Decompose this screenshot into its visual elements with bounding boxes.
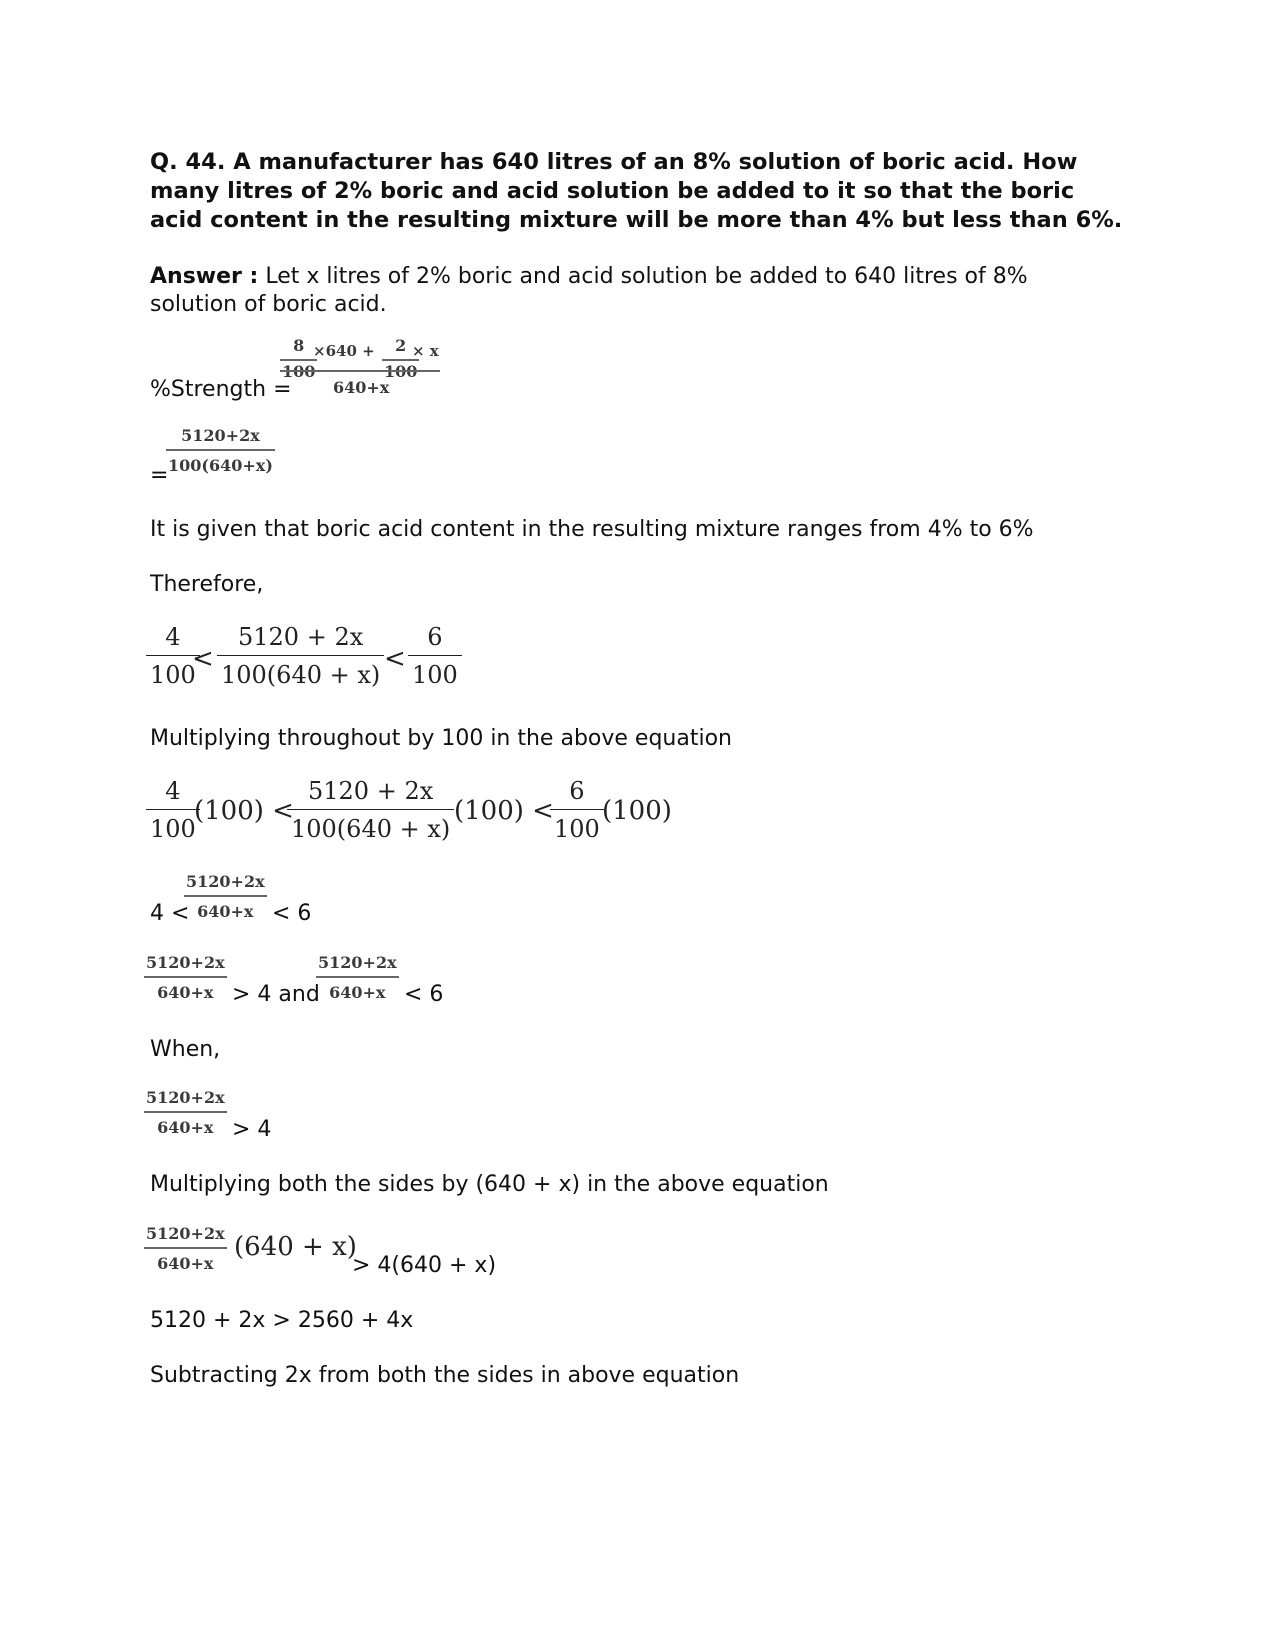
ineq3-num: 5120+2x bbox=[186, 872, 265, 891]
ineq3-fraction bbox=[184, 872, 267, 922]
ineq2-b-den: 100(640 + x) bbox=[291, 815, 451, 843]
ineq4-fraction-1 bbox=[144, 953, 227, 1003]
ineq4-num1: 5120+2x bbox=[146, 953, 225, 972]
ineq1-lt1: < bbox=[192, 644, 214, 674]
ineq2-a-tail: (100) < bbox=[194, 796, 294, 826]
ineq1-c-den: 100 bbox=[412, 661, 458, 689]
equals-sign: = bbox=[150, 463, 169, 488]
multiplying-both-line: Multiplying both the sides by (640 + x) in the above equation bbox=[150, 1172, 829, 1197]
ineq2-a-den: 100 bbox=[150, 815, 196, 843]
ineq5-suffix: > 4 bbox=[232, 1117, 272, 1142]
ineq1-b-den: 100(640 + x) bbox=[221, 661, 381, 689]
ineq1-frac-b bbox=[217, 622, 384, 690]
strength-main-bar bbox=[280, 370, 440, 372]
strength-t2-mult: × x bbox=[412, 342, 439, 360]
strength-t1-mult: ×640 + bbox=[313, 342, 375, 360]
strength-t1-den: 100 bbox=[282, 362, 316, 381]
line-5120: 5120 + 2x > 2560 + 4x bbox=[150, 1308, 414, 1333]
strength-t2-den: 100 bbox=[384, 362, 418, 381]
strength-den: 640+x bbox=[333, 378, 390, 397]
ineq2-c-num: 6 bbox=[569, 777, 585, 805]
ineq2-frac-b bbox=[287, 776, 454, 844]
ineq5-fraction bbox=[144, 1088, 227, 1138]
therefore-line: Therefore, bbox=[150, 572, 264, 597]
ineq2-b-num: 5120 + 2x bbox=[308, 777, 434, 805]
ineq2-frac-c bbox=[550, 776, 604, 844]
ineq6-fraction bbox=[144, 1224, 227, 1274]
ineq1-a-num: 4 bbox=[165, 623, 181, 651]
answer-paragraph bbox=[150, 263, 1120, 319]
ineq3-suffix: < 6 bbox=[272, 901, 312, 926]
ineq6-num: 5120+2x bbox=[146, 1224, 225, 1243]
ineq4-num2: 5120+2x bbox=[318, 953, 397, 972]
ineq3-den: 640+x bbox=[197, 902, 254, 921]
answer-text: Let x litres of 2% boric and acid solution be added to 640 litres of 8% solution of boric acid. bbox=[150, 264, 1028, 317]
ineq1-lt2: < bbox=[384, 644, 406, 674]
when-line: When, bbox=[150, 1037, 221, 1062]
ineq2-b-tail: (100) < bbox=[454, 796, 554, 826]
ineq5-num: 5120+2x bbox=[146, 1088, 225, 1107]
ineq4-mid: > 4 and bbox=[232, 982, 320, 1007]
strength-term1-fraction bbox=[280, 336, 317, 382]
answer-label: Answer : bbox=[150, 264, 259, 289]
multiplying-line: Multiplying throughout by 100 in the above equation bbox=[150, 726, 732, 751]
ineq3-prefix: 4 < bbox=[150, 901, 190, 926]
subtracting-line: Subtracting 2x from both the sides in above equation bbox=[150, 1363, 740, 1388]
ineq5-den: 640+x bbox=[157, 1118, 214, 1137]
ineq1-b-num: 5120 + 2x bbox=[238, 623, 364, 651]
strength-t2-num: 2 bbox=[395, 336, 407, 355]
ineq4-suffix: < 6 bbox=[404, 982, 444, 1007]
ineq2-c-den: 100 bbox=[554, 815, 600, 843]
ineq6-mid: (640 + x) bbox=[234, 1232, 357, 1262]
ineq1-a-den: 100 bbox=[150, 661, 196, 689]
ineq2-a-num: 4 bbox=[165, 777, 181, 805]
given-line: It is given that boric acid content in the resulting mixture ranges from 4% to 6% bbox=[150, 517, 1034, 542]
step-num: 5120+2x bbox=[181, 426, 260, 445]
strength-t1-num: 8 bbox=[293, 336, 305, 355]
ineq4-fraction-2 bbox=[316, 953, 399, 1003]
ineq4-den2: 640+x bbox=[329, 983, 386, 1002]
ineq1-frac-c bbox=[408, 622, 462, 690]
ineq1-c-num: 6 bbox=[427, 623, 443, 651]
ineq6-den: 640+x bbox=[157, 1254, 214, 1273]
ineq4-den1: 640+x bbox=[157, 983, 214, 1002]
step-fraction bbox=[166, 426, 275, 476]
strength-label: %Strength = bbox=[150, 377, 292, 402]
step-den: 100(640+x) bbox=[168, 456, 273, 475]
ineq2-c-tail: (100) bbox=[602, 796, 672, 826]
question-text: Q. 44. A manufacturer has 640 litres of an 8% solution of boric acid. How many litres of 2% boric and acid solution be added to it so that the boric acid content in the resulting mixture will be more than 4% but less than 6%. bbox=[150, 149, 1123, 233]
ineq6-suffix: > 4(640 + x) bbox=[352, 1253, 497, 1278]
ineq2-frac-a bbox=[146, 776, 200, 844]
